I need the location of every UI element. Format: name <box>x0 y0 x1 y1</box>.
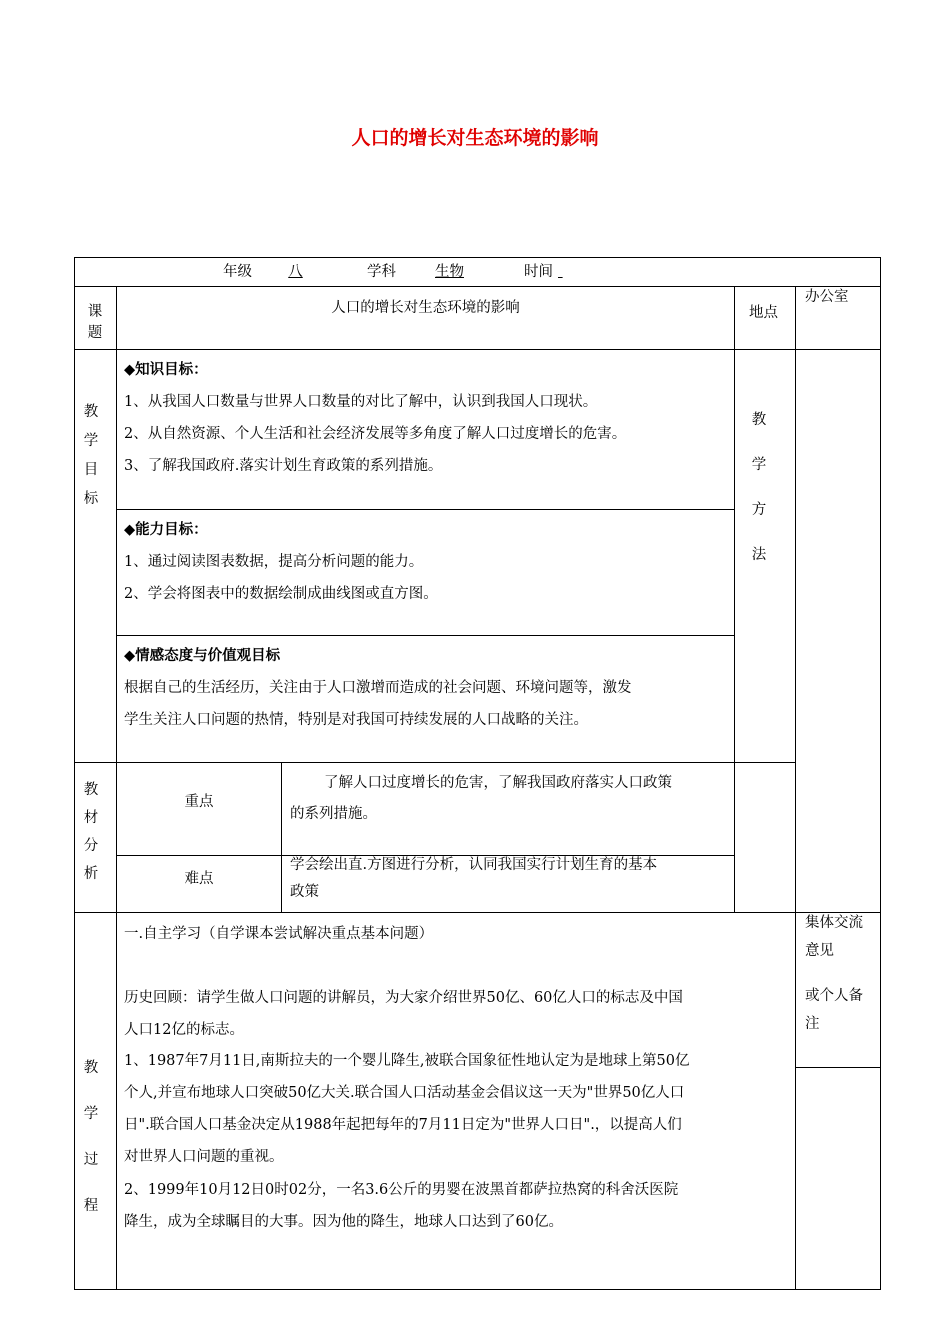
process-line: 人口12亿的标志。 <box>124 1022 244 1038</box>
key-label: 重点 <box>184 794 214 810</box>
emotion-heading: ◆情感态度与价值观目标 <box>124 648 281 664</box>
process-side-label: 教 学 过 程 <box>83 1060 99 1214</box>
place-label: 地点 <box>749 305 778 321</box>
process-line: 降生，成为全球瞩目的大事。因为他的降生，地球人口达到了60亿。 <box>124 1214 563 1230</box>
page-title: 人口的增长对生态环境的影响 <box>351 127 599 149</box>
time-value-blank <box>558 262 574 282</box>
place-value: 办公室 <box>805 289 849 305</box>
difficulty-line: 政策 <box>290 884 319 900</box>
method-side-label: 教 学 方 法 <box>751 412 767 563</box>
process-line: 1、1987年7月11日,南斯拉夫的一个婴儿降生,被联合国象征性地认定为是地球上第50亿 <box>124 1053 690 1069</box>
knowledge-item: 1、从我国人口数量与世界人口数量的对比了解中，认识到我国人口现状。 <box>124 394 598 410</box>
key-line: 了解人口过度增长的危害，了解我国政府落实人口政策 <box>324 775 672 791</box>
analysis-side-label: 教 材 分 析 <box>83 782 99 882</box>
emotion-line: 学生关注人口问题的热情，特别是对我国可持续发展的人口战略的关注。 <box>124 712 588 728</box>
difficulty-label: 难点 <box>184 871 214 887</box>
process-line: 个人,并宣布地球人口突破50亿大关.联合国人口活动基金会倡议这一天为"世界50亿人口 <box>124 1085 685 1101</box>
time-label: 时间 <box>524 264 553 280</box>
subject-label: 学科 <box>367 264 396 280</box>
process-line: 对世界人口问题的重视。 <box>124 1149 284 1165</box>
note-line: 或个人备 <box>805 988 863 1004</box>
subject-value: 生物 <box>435 264 464 280</box>
grade-value: 八 <box>288 264 303 280</box>
topic-label: 课 题 <box>87 304 103 341</box>
ability-item: 1、通过阅读图表数据，提高分析问题的能力。 <box>124 554 424 570</box>
ability-heading: ◆能力目标： <box>124 522 208 538</box>
section-title: 一.自主学习（自学课本尝试解决重点基本问题） <box>124 926 434 942</box>
note-line: 注 <box>805 1016 820 1032</box>
emotion-line: 根据自己的生活经历，关注由于人口激增而造成的社会问题、环境问题等，激发 <box>124 680 632 696</box>
ability-item: 2、学会将图表中的数据绘制成曲线图或直方图。 <box>124 586 438 602</box>
knowledge-item: 3、了解我国政府.落实计划生育政策的系列措施。 <box>124 458 443 474</box>
key-line: 的系列措施。 <box>290 806 377 822</box>
knowledge-heading: ◆知识目标： <box>124 362 208 378</box>
process-line: 历史回顾：请学生做人口问题的讲解员，为大家介绍世界50亿、60亿人口的标志及中国 <box>124 990 683 1006</box>
process-line: 2、1999年10月12日0时02分，一名3.6公斤的男婴在波黑首都萨拉热窝的科舍沃医院 <box>124 1182 679 1198</box>
grade-label: 年级 <box>223 264 252 280</box>
knowledge-item: 2、从自然资源、个人生活和社会经济发展等多角度了解人口过度增长的危害。 <box>124 426 627 442</box>
note-line: 集体交流 <box>805 915 863 931</box>
process-line: 日".联合国人口基金决定从1988年起把每年的7月11日定为"世界人口日".，以提高人们 <box>124 1117 682 1133</box>
topic-value: 人口的增长对生态环境的影响 <box>331 300 520 316</box>
note-line: 意见 <box>805 943 834 959</box>
goals-side-label: 教 学 目 标 <box>83 404 99 507</box>
difficulty-line: 学会绘出直.方图进行分析，认同我国实行计划生育的基本 <box>290 857 658 873</box>
